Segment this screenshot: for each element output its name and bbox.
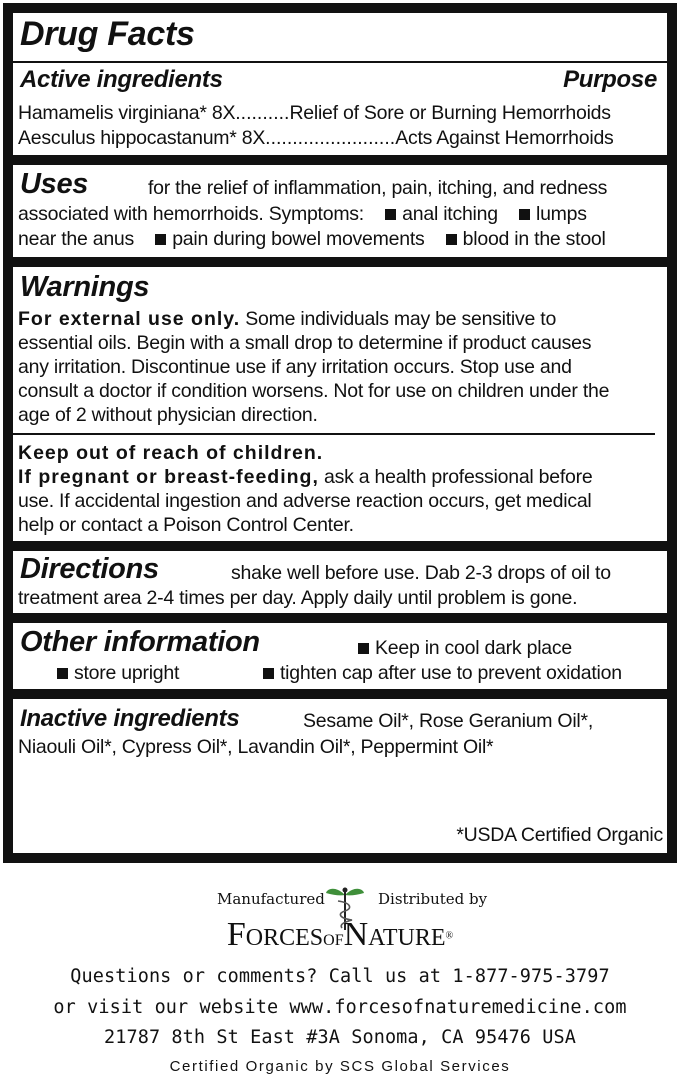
symptom-item: near the anus (18, 228, 135, 250)
keep-out-of-reach: Keep out of reach of children. (18, 442, 324, 464)
symptom-item: anal itching (402, 203, 498, 225)
other-info-text: tighten cap after use to prevent oxidation (280, 662, 622, 684)
manufactured-label: Manufactured (217, 890, 325, 908)
external-use-label: For external use only. (18, 308, 241, 330)
pregnant-text: help or contact a Poison Control Center. (18, 514, 354, 536)
bullet-icon (385, 209, 396, 220)
pregnant-label: If pregnant or breast-feeding, (18, 466, 319, 488)
bullet-icon (155, 234, 166, 245)
certification-line: Certified Organic by SCS Global Services (169, 1058, 511, 1075)
inactive-text: Sesame Oil*, Rose Geranium Oil*, (303, 710, 594, 732)
uses-heading: Uses (20, 168, 89, 200)
leader-dots: ........................ (265, 127, 396, 149)
bullet-icon (446, 234, 457, 245)
leader-dots: .......... (235, 102, 290, 124)
bullet-icon (263, 668, 274, 679)
organic-note: *USDA Certified Organic (456, 824, 663, 846)
ingredient-name: Hamamelis virginiana* 8X (18, 102, 236, 124)
contact-phone: Questions or comments? Call us at 1-877-975-3797 (70, 966, 610, 987)
brand-letters: ORCES (245, 925, 324, 951)
ingredient-purpose: Acts Against Hemorrhoids (395, 127, 614, 149)
symptom-item: pain during bowel movements (172, 228, 425, 250)
brand-letter: F (226, 916, 246, 953)
purpose-heading: Purpose (563, 66, 657, 93)
other-info-text: store upright (74, 662, 180, 684)
warnings-rule (13, 433, 655, 435)
warnings-text: consult a doctor if condition worsens. Not for use on children under the (18, 380, 610, 402)
inactive-text: Niaouli Oil*, Cypress Oil*, Lavandin Oil*, Peppermint Oil* (18, 736, 494, 758)
trademark-mark: ® (445, 930, 454, 942)
uses-box (13, 165, 667, 257)
ingredient-purpose: Relief of Sore or Burning Hemorrhoids (289, 102, 611, 124)
other-info-box (13, 623, 667, 689)
inactive-ingredients-box (13, 699, 667, 853)
bullet-icon (57, 668, 68, 679)
directions-box (13, 551, 667, 613)
pregnant-text: use. If accidental ingestion and adverse reaction occurs, get medical (18, 490, 592, 512)
brand-letter: N (343, 916, 369, 953)
pregnant-text: ask a health professional before (324, 466, 593, 488)
bullet-icon (519, 209, 530, 220)
warnings-text: any irritation. Discontinue use if any irritation occurs. Stop use and (18, 356, 572, 378)
uses-intro: for the relief of inflammation, pain, itching, and redness (148, 177, 608, 199)
warnings-text: age of 2 without physician direction. (18, 404, 318, 426)
other-info-text: Keep in cool dark place (375, 637, 572, 659)
active-ingredients-heading: Active ingredients (20, 66, 223, 93)
inactive-heading: Inactive ingredients (20, 705, 240, 732)
uses-line (18, 202, 587, 226)
directions-text: shake well before use. Dab 2-3 drops of oil to (231, 562, 611, 584)
directions-heading: Directions (20, 553, 159, 585)
active-ingredients-box (13, 13, 667, 155)
symptom-item: lumps (535, 203, 587, 225)
warnings-box (13, 267, 667, 541)
bullet-icon (358, 643, 369, 654)
other-info-heading: Other information (20, 626, 260, 658)
brand-logo (0, 916, 680, 954)
title-rule (13, 61, 667, 63)
other-info-item (57, 661, 179, 685)
active-ingredient-row (18, 101, 611, 125)
other-info-item (358, 636, 572, 660)
uses-symptoms-label: associated with hemorrhoids. Symptoms: (18, 203, 364, 225)
brand-letters: OF (323, 932, 344, 949)
pregnant-line (18, 465, 592, 489)
warnings-text: essential oils. Begin with a small drop to determine if product causes (18, 332, 592, 354)
other-info-item (263, 661, 622, 685)
active-ingredient-row (18, 126, 614, 150)
uses-line (18, 227, 606, 251)
contact-website: or visit our website www.forcesofnaturemedicine.com (53, 997, 627, 1018)
warnings-heading: Warnings (20, 271, 150, 303)
distributed-label: Distributed by (378, 890, 488, 908)
ingredient-name: Aesculus hippocastanum* 8X (18, 127, 266, 149)
warnings-line (18, 307, 556, 331)
brand-letters: ATURE (368, 925, 446, 951)
warnings-text: Some individuals may be sensitive to (245, 308, 557, 330)
symptom-item: blood in the stool (462, 228, 606, 250)
drug-facts-title: Drug Facts (20, 15, 195, 53)
contact-address: 21787 8th St East #3A Sonoma, CA 95476 USA (104, 1027, 576, 1048)
drug-facts-panel (3, 3, 677, 863)
directions-text: treatment area 2-4 times per day. Apply daily until problem is gone. (18, 587, 578, 609)
